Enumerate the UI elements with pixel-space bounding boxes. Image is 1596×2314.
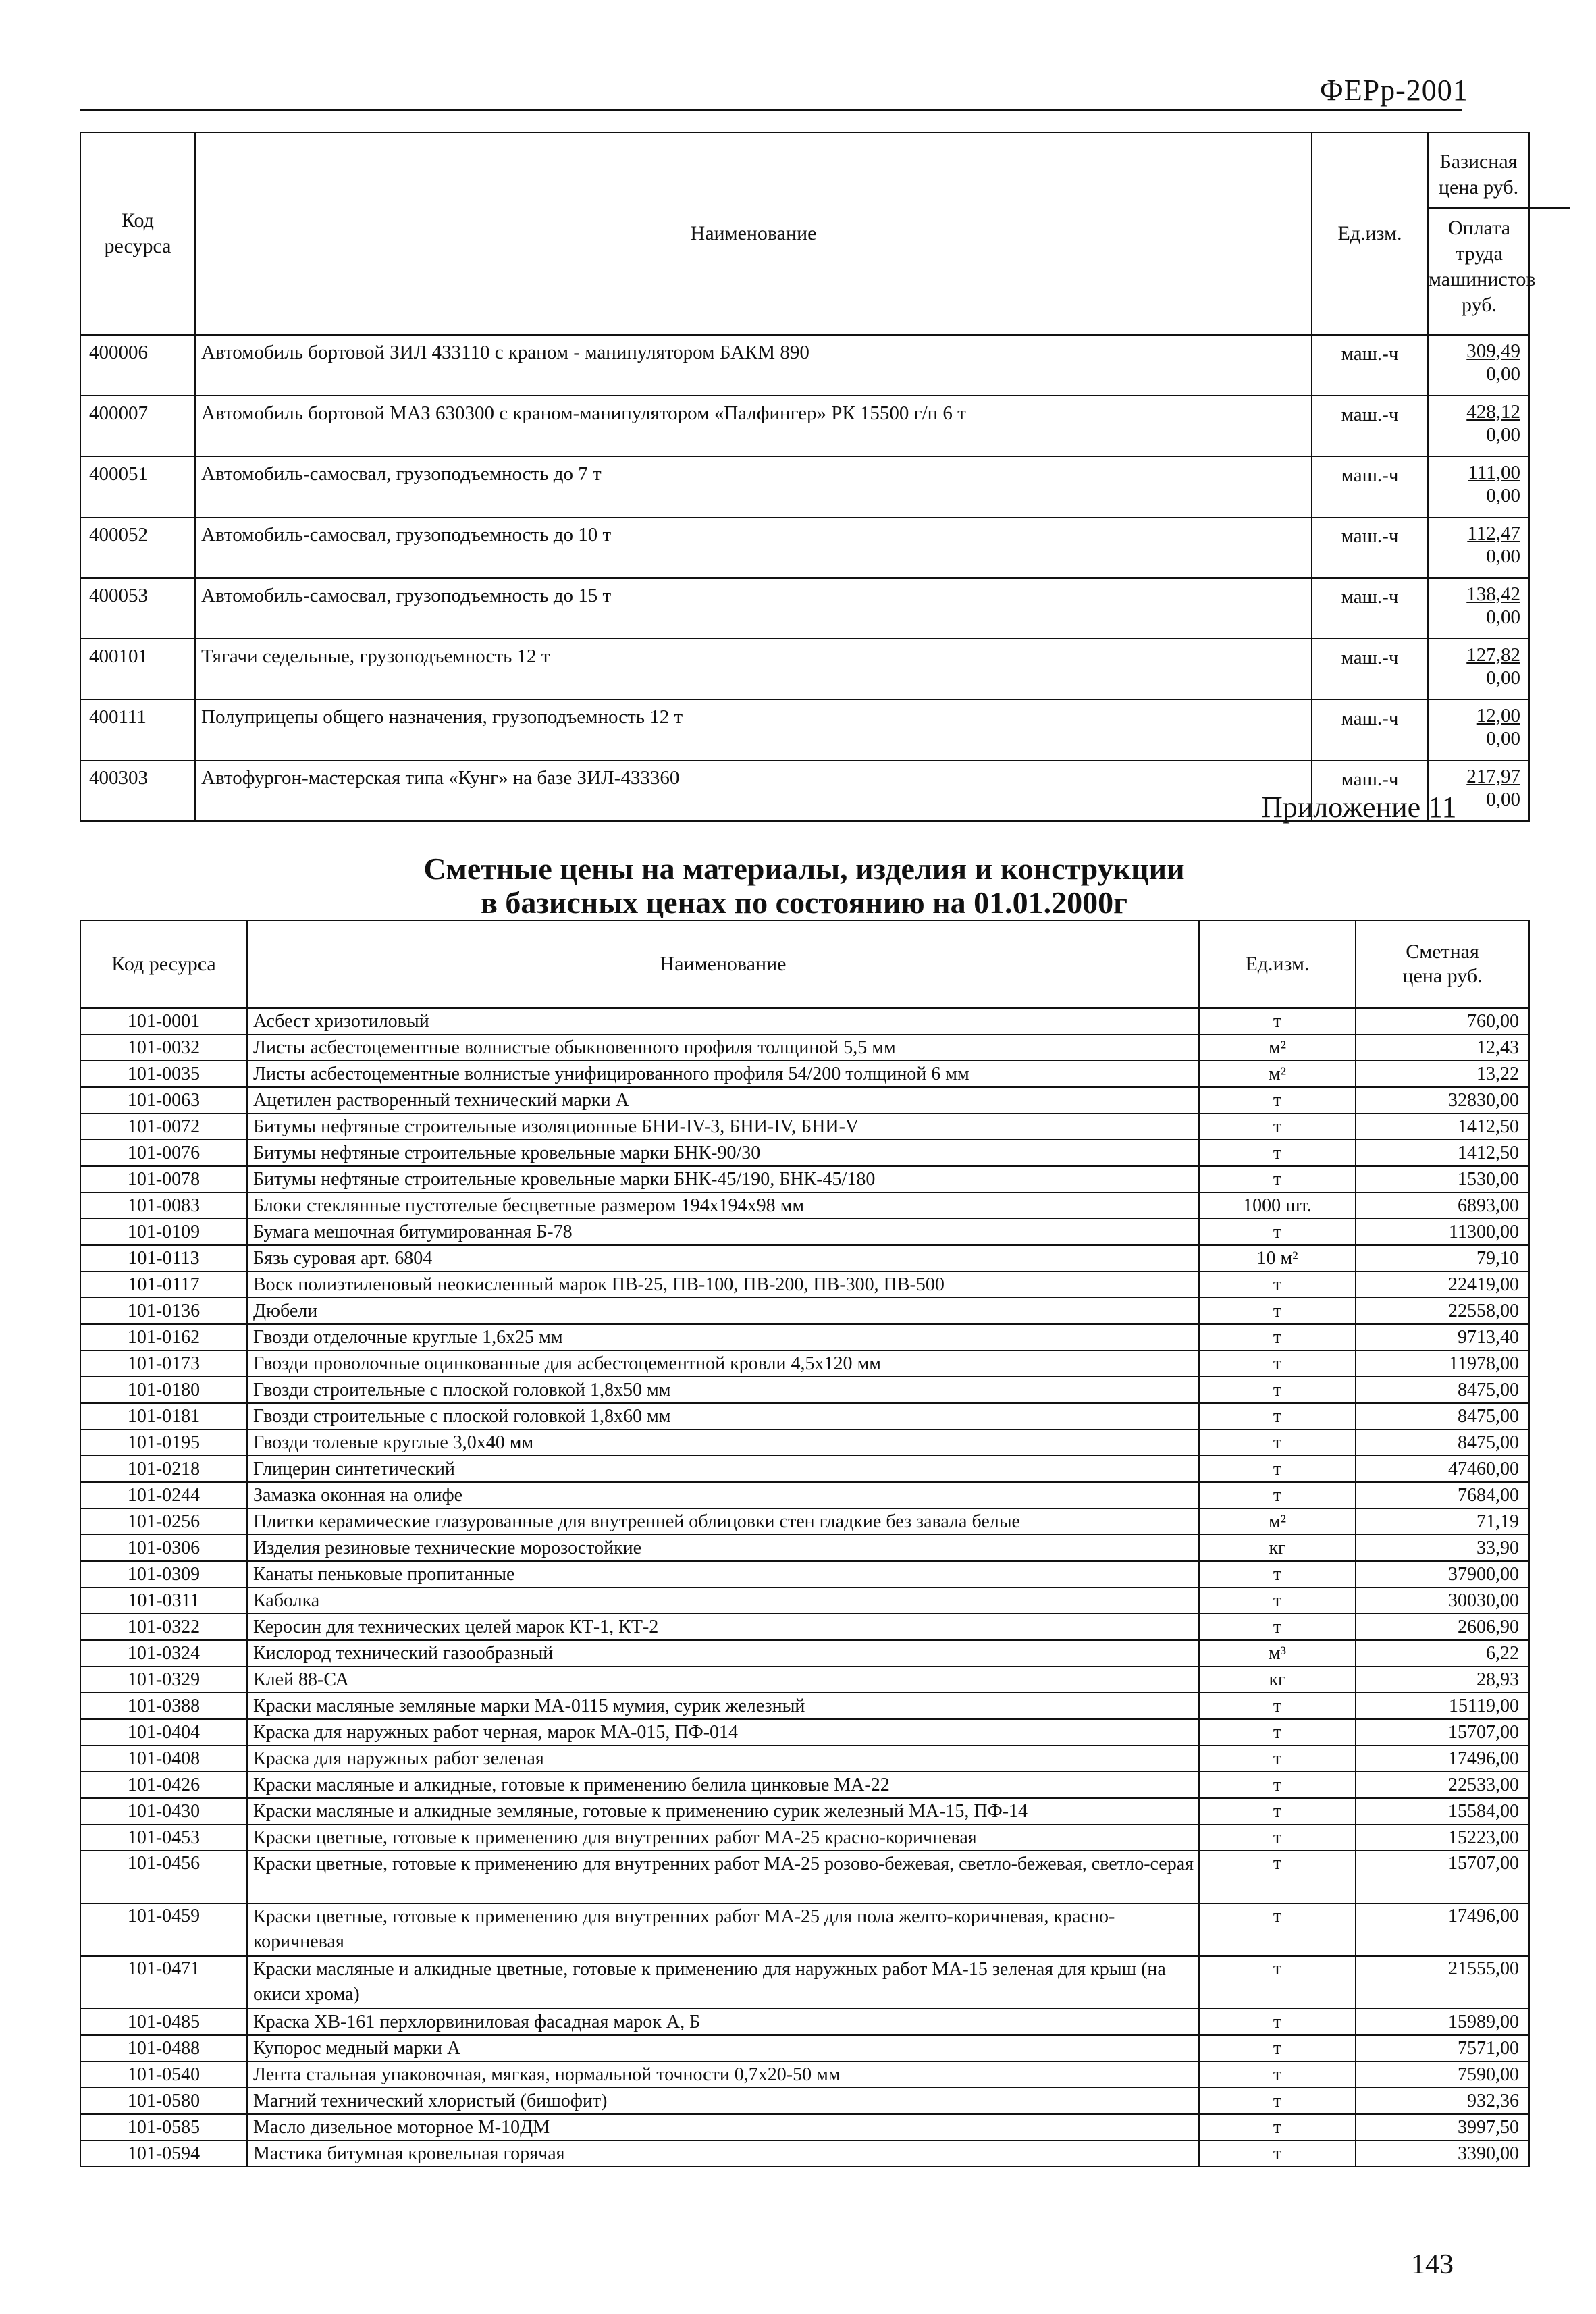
table-row	[80, 1561, 1529, 1587]
base-price: 127,82	[1466, 644, 1520, 666]
operator-labor-price: 0,00	[1486, 363, 1520, 385]
resource-name: Краски цветные, готовые к применению для внутренних работ МА-25 красно-коричневая	[247, 1824, 1199, 1851]
resource-price: 8475,00	[1356, 1377, 1529, 1403]
resource-unit: т	[1199, 1824, 1356, 1851]
resource-name: Битумы нефтяные строительные кровельные марки БНК-45/190, БНК-45/180	[247, 1166, 1199, 1192]
resource-price: 8475,00	[1356, 1403, 1529, 1429]
resource-unit: т	[1199, 1456, 1356, 1482]
resource-unit: 1000 шт.	[1199, 1192, 1356, 1219]
resource-price: 47460,00	[1356, 1456, 1529, 1482]
resource-unit: т	[1199, 1798, 1356, 1824]
resource-name: Лента стальная упаковочная, мягкая, нормальной точности 0,7х20-50 мм	[247, 2061, 1199, 2088]
resource-name: Тягачи седельные, грузоподъемность 12 т	[195, 639, 1312, 700]
resource-code: 101-0404	[80, 1719, 247, 1745]
table-row	[80, 517, 1529, 578]
resource-name: Листы асбестоцементные волнистые унифицированного профиля 54/200 толщиной 6 мм	[247, 1061, 1199, 1087]
resource-price: 8475,00	[1356, 1429, 1529, 1456]
table-row	[80, 1614, 1529, 1640]
resource-price: 11978,00	[1356, 1350, 1529, 1377]
price-header-divider	[1429, 207, 1570, 209]
resource-unit: т	[1199, 1693, 1356, 1719]
resource-code: 101-0488	[80, 2035, 247, 2061]
page-number: 143	[1411, 2249, 1454, 2280]
resource-code: 101-0109	[80, 1219, 247, 1245]
resource-code: 101-0001	[80, 1008, 247, 1034]
resource-unit: т	[1199, 1166, 1356, 1192]
resource-name: Мастика битумная кровельная горячая	[247, 2140, 1199, 2167]
resource-code: 101-0083	[80, 1192, 247, 1219]
table-row	[80, 2035, 1529, 2061]
resource-unit: т	[1199, 1587, 1356, 1614]
resource-name: Автомобиль-самосвал, грузоподъемность до 15 т	[195, 578, 1312, 639]
resource-code: 101-0456	[80, 1851, 247, 1903]
resource-code: 101-0471	[80, 1956, 247, 2009]
resource-name: Бязь суровая арт. 6804	[247, 1245, 1199, 1271]
table-row	[80, 578, 1529, 639]
base-price: 111,00	[1468, 462, 1520, 483]
resource-price: 3390,00	[1356, 2140, 1529, 2167]
resource-price: 1412,50	[1356, 1113, 1529, 1140]
resource-unit: м²	[1199, 1508, 1356, 1535]
resource-price: 7684,00	[1356, 1482, 1529, 1508]
resource-unit: т	[1199, 2061, 1356, 2088]
resource-name: Гвозди строительные с плоской головкой 1,8х50 мм	[247, 1377, 1199, 1403]
resource-unit: т	[1199, 2088, 1356, 2114]
resource-name: Кислород технический газообразный	[247, 1640, 1199, 1666]
resource-name: Бумага мешочная битумированная Б-78	[247, 1219, 1199, 1245]
resource-unit: т	[1199, 2114, 1356, 2140]
resource-unit: маш.-ч	[1312, 456, 1428, 517]
resource-code: 101-0453	[80, 1824, 247, 1851]
col-header-price	[1428, 132, 1536, 335]
resource-price: 15223,00	[1356, 1824, 1529, 1851]
resource-name: Автофургон-мастерская типа «Кунг» на базе ЗИЛ-433360	[195, 760, 1312, 821]
resource-price: 760,00	[1356, 1008, 1529, 1034]
resource-unit: маш.-ч	[1312, 578, 1428, 639]
resource-name: Краски цветные, готовые к применению для внутренних работ МА-25 розово-бежевая, светло-бежевая, светло-серая	[247, 1851, 1199, 1903]
table-row	[80, 2061, 1529, 2088]
table-row	[80, 2009, 1529, 2035]
resource-code: 101-0072	[80, 1113, 247, 1140]
resource-code: 101-0324	[80, 1640, 247, 1666]
resource-unit: т	[1199, 1377, 1356, 1403]
resource-unit: маш.-ч	[1312, 335, 1428, 396]
resource-price: 21555,00	[1356, 1956, 1529, 2009]
operator-labor-price: 0,00	[1486, 667, 1520, 689]
resource-price: 28,93	[1356, 1666, 1529, 1693]
table-row	[80, 1508, 1529, 1535]
table-row	[80, 1166, 1529, 1192]
resource-price: 15584,00	[1356, 1798, 1529, 1824]
operator-labor-price: 0,00	[1486, 424, 1520, 446]
table-row	[80, 1745, 1529, 1772]
resource-unit: т	[1199, 1350, 1356, 1377]
col-header-unit: Ед.изм.	[1312, 132, 1428, 335]
table-row	[80, 1034, 1529, 1061]
resource-name: Гвозди толевые круглые 3,0х40 мм	[247, 1429, 1199, 1456]
resource-price: 7571,00	[1356, 2035, 1529, 2061]
table-row	[80, 1403, 1529, 1429]
resource-price: 9713,40	[1356, 1324, 1529, 1350]
resource-unit: маш.-ч	[1312, 760, 1428, 821]
section-title-line2: в базисных ценах по состоянию на 01.01.2000г	[481, 885, 1127, 920]
resource-price: 17496,00	[1356, 1903, 1529, 1956]
resource-name: Купорос медный марки А	[247, 2035, 1199, 2061]
resource-name: Краски масляные земляные марки МА-0115 мумия, сурик железный	[247, 1693, 1199, 1719]
resource-code: 101-0076	[80, 1140, 247, 1166]
resource-name: Краски масляные и алкидные цветные, готовые к применению для наружных работ МА-15 зеленая для крыш (на окиси хрома)	[247, 1956, 1199, 2009]
resource-price: 6893,00	[1356, 1192, 1529, 1219]
table-row	[80, 1535, 1529, 1561]
resource-code: 400303	[80, 760, 195, 821]
resource-name: Краска ХВ-161 перхлорвиниловая фасадная марок А, Б	[247, 2009, 1199, 2035]
table-row	[80, 1851, 1529, 1903]
table-row	[80, 1798, 1529, 1824]
resource-name: Канаты пеньковые пропитанные	[247, 1561, 1199, 1587]
resource-name: Автомобиль бортовой МАЗ 630300 с краном-манипулятором «Палфингер» РК 15500 г/п 6 т	[195, 396, 1312, 456]
resource-price: 37900,00	[1356, 1561, 1529, 1587]
table-row	[80, 1087, 1529, 1113]
table-row	[80, 1482, 1529, 1508]
table-row	[80, 1429, 1529, 1456]
resource-unit: т	[1199, 1271, 1356, 1298]
table-row	[80, 1140, 1529, 1166]
resource-name: Ацетилен растворенный технический марки А	[247, 1087, 1199, 1113]
resource-unit: т	[1199, 1772, 1356, 1798]
resource-price-cell	[1428, 335, 1529, 396]
resource-name: Блоки стеклянные пустотелые бесцветные размером 194х194х98 мм	[247, 1192, 1199, 1219]
resource-code: 400006	[80, 335, 195, 396]
table-row	[80, 1903, 1529, 1956]
resource-code: 101-0195	[80, 1429, 247, 1456]
materials-table-header	[80, 920, 1529, 1008]
resource-code: 101-0329	[80, 1666, 247, 1693]
resource-name: Битумы нефтяные строительные кровельные марки БНК-90/30	[247, 1140, 1199, 1166]
resource-price: 79,10	[1356, 1245, 1529, 1271]
resource-name: Плитки керамические глазурованные для внутренней облицовки стен гладкие без завала белые	[247, 1508, 1199, 1535]
table-row	[80, 1298, 1529, 1324]
table-row	[80, 1640, 1529, 1666]
table-row	[80, 700, 1529, 760]
col-header-code: Код ресурса	[80, 132, 195, 335]
base-price: 217,97	[1466, 766, 1520, 787]
resource-unit: т	[1199, 1298, 1356, 1324]
price-header-bottom: Оплата труда машинистов руб.	[1429, 217, 1536, 316]
resource-unit: м²	[1199, 1061, 1356, 1087]
resource-price-cell	[1428, 517, 1529, 578]
resource-price: 22419,00	[1356, 1271, 1529, 1298]
resource-code: 400051	[80, 456, 195, 517]
resource-name: Клей 88-СА	[247, 1666, 1199, 1693]
resource-code: 101-0426	[80, 1772, 247, 1798]
section-title	[80, 852, 1528, 920]
resource-price-cell	[1428, 456, 1529, 517]
resource-price: 11300,00	[1356, 1219, 1529, 1245]
base-price: 138,42	[1466, 583, 1520, 605]
resource-name: Гвозди отделочные круглые 1,6х25 мм	[247, 1324, 1199, 1350]
table-row	[80, 2114, 1529, 2140]
resource-code: 101-0388	[80, 1693, 247, 1719]
resource-unit: т	[1199, 1429, 1356, 1456]
resource-unit: м²	[1199, 1034, 1356, 1061]
resource-unit: т	[1199, 2140, 1356, 2167]
table-row	[80, 1192, 1529, 1219]
resource-unit: т	[1199, 1140, 1356, 1166]
resource-price: 30030,00	[1356, 1587, 1529, 1614]
resource-code: 101-0180	[80, 1377, 247, 1403]
resource-unit: маш.-ч	[1312, 517, 1428, 578]
resource-unit: т	[1199, 1851, 1356, 1903]
resource-price: 15119,00	[1356, 1693, 1529, 1719]
table-row	[80, 335, 1529, 396]
resource-unit: т	[1199, 1745, 1356, 1772]
resource-name: Воск полиэтиленовый неокисленный марок ПВ-25, ПВ-100, ПВ-200, ПВ-300, ПВ-500	[247, 1271, 1199, 1298]
resource-price: 1412,50	[1356, 1140, 1529, 1166]
resource-unit: маш.-ч	[1312, 700, 1428, 760]
resource-price-cell	[1428, 700, 1529, 760]
resource-price: 22533,00	[1356, 1772, 1529, 1798]
resource-price-cell	[1428, 639, 1529, 700]
table-row	[80, 1245, 1529, 1271]
table-row	[80, 2140, 1529, 2167]
resource-code: 101-0585	[80, 2114, 247, 2140]
resource-name: Автомобиль-самосвал, грузоподъемность до 10 т	[195, 517, 1312, 578]
resource-code: 101-0063	[80, 1087, 247, 1113]
operator-labor-price: 0,00	[1486, 789, 1520, 810]
operator-labor-price: 0,00	[1486, 546, 1520, 567]
resource-unit: т	[1199, 1219, 1356, 1245]
table-row	[80, 1693, 1529, 1719]
machine-table-header	[80, 132, 1529, 335]
resource-price: 932,36	[1356, 2088, 1529, 2114]
resource-name: Керосин для технических целей марок КТ-1, КТ-2	[247, 1614, 1199, 1640]
resource-code: 101-0162	[80, 1324, 247, 1350]
resource-price-cell	[1428, 396, 1529, 456]
resource-name: Изделия резиновые технические морозостойкие	[247, 1535, 1199, 1561]
resource-name: Краска для наружных работ зеленая	[247, 1745, 1199, 1772]
col-header-code: Код ресурса	[80, 920, 247, 1008]
base-price: 309,49	[1466, 340, 1520, 362]
resource-price: 2606,90	[1356, 1614, 1529, 1640]
resource-name: Краски масляные и алкидные земляные, готовые к применению сурик железный МА-15, ПФ-14	[247, 1798, 1199, 1824]
resource-code: 101-0035	[80, 1061, 247, 1087]
resource-code: 101-0485	[80, 2009, 247, 2035]
resource-price: 15989,00	[1356, 2009, 1529, 2035]
table-row	[80, 1772, 1529, 1798]
resource-code: 101-0256	[80, 1508, 247, 1535]
col-header-unit: Ед.изм.	[1199, 920, 1356, 1008]
resource-price: 15707,00	[1356, 1851, 1529, 1903]
resource-code: 101-0430	[80, 1798, 247, 1824]
table-row	[80, 1008, 1529, 1034]
resource-code: 101-0459	[80, 1903, 247, 1956]
table-row	[80, 1061, 1529, 1087]
resource-code: 101-0181	[80, 1403, 247, 1429]
resource-code: 101-0032	[80, 1034, 247, 1061]
table-row	[80, 1666, 1529, 1693]
resource-code: 101-0117	[80, 1271, 247, 1298]
resource-unit: маш.-ч	[1312, 639, 1428, 700]
resource-price: 6,22	[1356, 1640, 1529, 1666]
resource-unit: т	[1199, 1561, 1356, 1587]
resource-unit: т	[1199, 1008, 1356, 1034]
resource-price: 3997,50	[1356, 2114, 1529, 2140]
resource-name: Краска для наружных работ черная, марок МА-015, ПФ-014	[247, 1719, 1199, 1745]
header-rule	[80, 109, 1462, 111]
resource-price: 33,90	[1356, 1535, 1529, 1561]
resource-name: Листы асбестоцементные волнистые обыкновенного профиля толщиной 5,5 мм	[247, 1034, 1199, 1061]
resource-unit: т	[1199, 1903, 1356, 1956]
resource-unit: т	[1199, 1403, 1356, 1429]
table-row	[80, 1271, 1529, 1298]
table-row	[80, 456, 1529, 517]
base-price: 112,47	[1467, 523, 1520, 544]
resource-unit: м³	[1199, 1640, 1356, 1666]
resource-name: Масло дизельное моторное М-10ДМ	[247, 2114, 1199, 2140]
resource-unit: т	[1199, 1482, 1356, 1508]
resource-code: 101-0306	[80, 1535, 247, 1561]
resource-code: 101-0244	[80, 1482, 247, 1508]
operator-labor-price: 0,00	[1486, 485, 1520, 506]
operator-labor-price: 0,00	[1486, 728, 1520, 750]
resource-name: Магний технический хлористый (бишофит)	[247, 2088, 1199, 2114]
resource-code: 101-0078	[80, 1166, 247, 1192]
base-price: 12,00	[1476, 705, 1520, 727]
resource-price: 15707,00	[1356, 1719, 1529, 1745]
table-row	[80, 1824, 1529, 1851]
resource-unit: т	[1199, 2009, 1356, 2035]
resource-code: 400052	[80, 517, 195, 578]
resource-name: Дюбели	[247, 1298, 1199, 1324]
table-row	[80, 1377, 1529, 1403]
resource-unit: 10 м²	[1199, 1245, 1356, 1271]
resource-unit: кг	[1199, 1535, 1356, 1561]
section-title-line1: Сметные цены на материалы, изделия и конструкции	[423, 851, 1185, 886]
resource-name: Краски масляные и алкидные, готовые к применению белила цинковые МА-22	[247, 1772, 1199, 1798]
base-price: 428,12	[1466, 401, 1520, 423]
resource-unit: т	[1199, 1956, 1356, 2009]
col-header-name: Наименование	[247, 920, 1199, 1008]
resource-unit: т	[1199, 1113, 1356, 1140]
document-code: ФЕРр-2001	[1320, 74, 1468, 107]
resource-price: 13,22	[1356, 1061, 1529, 1087]
resource-code: 101-0594	[80, 2140, 247, 2167]
resource-code: 101-0408	[80, 1745, 247, 1772]
resource-price: 71,19	[1356, 1508, 1529, 1535]
resource-unit: т	[1199, 1614, 1356, 1640]
resource-code: 101-0113	[80, 1245, 247, 1271]
resource-code: 101-0580	[80, 2088, 247, 2114]
resource-unit: т	[1199, 2035, 1356, 2061]
resource-name: Замазка оконная на олифе	[247, 1482, 1199, 1508]
resource-unit: кг	[1199, 1666, 1356, 1693]
resource-code: 400007	[80, 396, 195, 456]
appendix-label: Приложение 11	[1261, 791, 1457, 824]
table-row	[80, 1350, 1529, 1377]
resource-name: Полуприцепы общего назначения, грузоподъемность 12 т	[195, 700, 1312, 760]
table-row	[80, 2088, 1529, 2114]
resource-code: 101-0309	[80, 1561, 247, 1587]
resource-name: Битумы нефтяные строительные изоляционные БНИ-IV-3, БНИ-IV, БНИ-V	[247, 1113, 1199, 1140]
resource-unit: т	[1199, 1324, 1356, 1350]
table-row	[80, 1113, 1529, 1140]
col-header-name: Наименование	[195, 132, 1312, 335]
table-row	[80, 1219, 1529, 1245]
materials-price-table	[80, 920, 1530, 2167]
resource-code: 101-0311	[80, 1587, 247, 1614]
resource-name: Автомобиль бортовой ЗИЛ 433110 с краном - манипулятором БАКМ 890	[195, 335, 1312, 396]
resource-name: Асбест хризотиловый	[247, 1008, 1199, 1034]
resource-price: 1530,00	[1356, 1166, 1529, 1192]
col-header-price: Сметная цена руб.	[1356, 920, 1529, 1008]
resource-name: Каболка	[247, 1587, 1199, 1614]
resource-code: 101-0173	[80, 1350, 247, 1377]
resource-unit: т	[1199, 1719, 1356, 1745]
resource-name: Гвозди проволочные оцинкованные для асбестоцементной кровли 4,5х120 мм	[247, 1350, 1199, 1377]
table-row	[80, 1456, 1529, 1482]
resource-unit: т	[1199, 1087, 1356, 1113]
resource-code: 101-0218	[80, 1456, 247, 1482]
resource-name: Глицерин синтетический	[247, 1456, 1199, 1482]
resource-unit: маш.-ч	[1312, 396, 1428, 456]
resource-price-cell	[1428, 578, 1529, 639]
table-row	[80, 396, 1529, 456]
resource-price: 12,43	[1356, 1034, 1529, 1061]
table-row	[80, 1719, 1529, 1745]
resource-code: 400111	[80, 700, 195, 760]
resource-code: 101-0322	[80, 1614, 247, 1640]
resource-name: Автомобиль-самосвал, грузоподъемность до 7 т	[195, 456, 1312, 517]
price-header-top: Базисная цена руб.	[1438, 151, 1519, 199]
resource-code: 101-0540	[80, 2061, 247, 2088]
resource-code: 101-0136	[80, 1298, 247, 1324]
table-row	[80, 1956, 1529, 2009]
resource-code: 400101	[80, 639, 195, 700]
resource-name: Краски цветные, готовые к применению для внутренних работ МА-25 для пола желто-коричневая, красно-коричневая	[247, 1903, 1199, 1956]
table-row	[80, 639, 1529, 700]
resource-name: Гвозди строительные с плоской головкой 1,8х60 мм	[247, 1403, 1199, 1429]
machine-price-table	[80, 132, 1536, 822]
resource-price: 7590,00	[1356, 2061, 1529, 2088]
resource-price: 22558,00	[1356, 1298, 1529, 1324]
resource-price: 32830,00	[1356, 1087, 1529, 1113]
table-row	[80, 1324, 1529, 1350]
table-row	[80, 1587, 1529, 1614]
resource-code: 400053	[80, 578, 195, 639]
operator-labor-price: 0,00	[1486, 606, 1520, 628]
resource-price: 17496,00	[1356, 1745, 1529, 1772]
